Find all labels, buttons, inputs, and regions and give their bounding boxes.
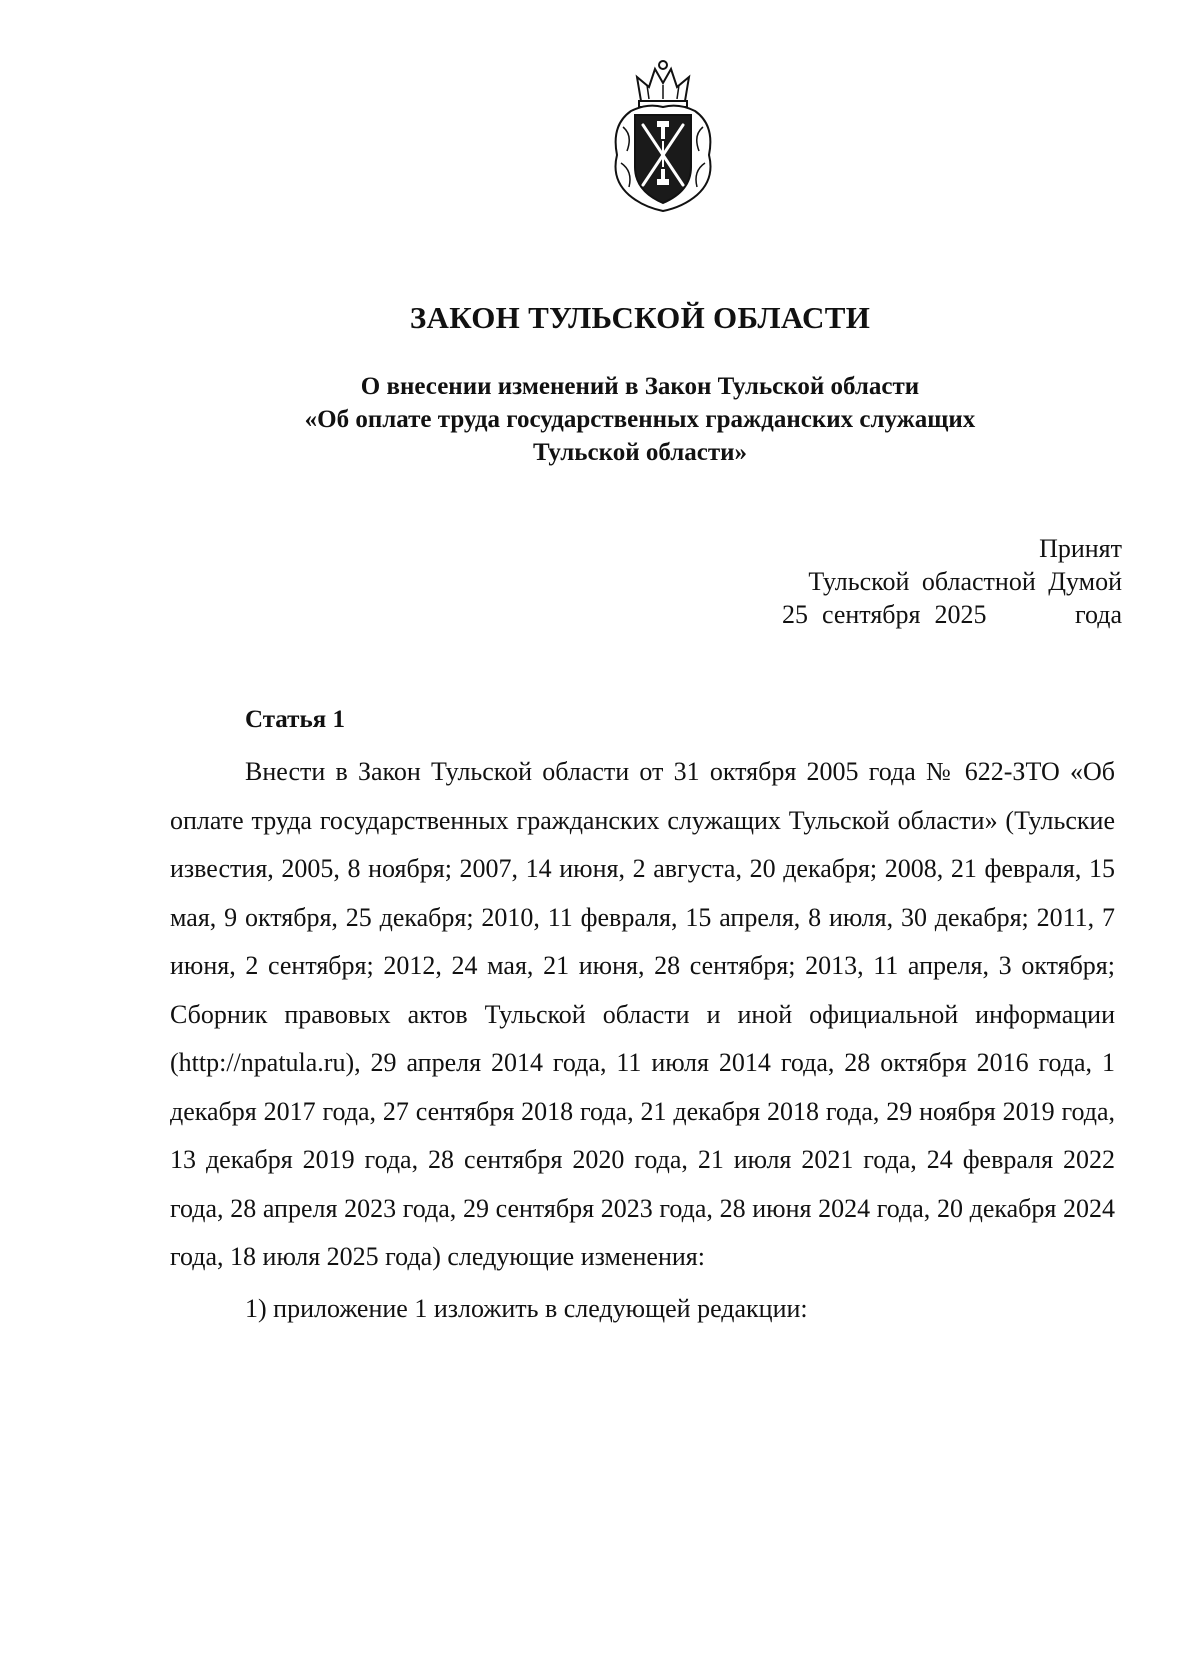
- adoption-block: [782, 532, 1122, 631]
- subtitle-line: О внесении изменений в Закон Тульской области: [360, 373, 920, 400]
- law-subtitle: [0, 370, 1200, 469]
- subtitle-line: «Об оплате труда государственных гражданских служащих: [304, 406, 976, 433]
- adopted-by: Тульской областной Думой: [808, 567, 1122, 596]
- article-item: 1) приложение 1 изложить в следующей редакции:: [245, 1293, 808, 1323]
- adopted-year-word: года: [1074, 600, 1122, 629]
- adopted-label: Принят: [1039, 534, 1122, 563]
- article-body: [170, 748, 1115, 1333]
- tula-coat-of-arms-icon: [603, 55, 723, 215]
- article-paragraph: Внести в Закон Тульской области от 31 октября 2005 года № 622-ЗТО «Об оплате труда государственных гражданских служащих Тульской области» (Тульские известия, 2005, 8 ноября; 2007, 14 июня, 2 августа, 20 декабря; 2008, 21 февраля, 15 мая, 9 октября, 25 декабря; 2010, 11 февраля, 15 апреля, 8 июля, 30 декабря; 2011, 7 июня, 2 сентября; 2012, 24 мая, 21 июня, 28 сентября; 2013, 11 апреля, 3 октября; Сборник правовых актов Тульской области и иной официальной информации (http://npatula.ru), 29 апреля 2014 года, 11 июля 2014 года, 28 октября 2016 года, 1 декабря 2017 года, 27 сентября 2018 года, 21 декабря 2018 года, 29 ноября 2019 года, 13 декабря 2019 года, 28 сентября 2020 года, 21 июля 2021 года, 24 февраля 2022 года, 28 апреля 2023 года, 29 сентября 2023 года, 28 июня 2024 года, 20 декабря 2024 года, 18 июля 2025 года) следующие изменения:: [170, 757, 1115, 1271]
- adopted-date: [782, 598, 1122, 631]
- adopted-day: 25: [782, 600, 808, 629]
- adopted-month: сентября: [822, 600, 921, 629]
- adopted-year: 2025: [934, 600, 987, 629]
- subtitle-line: Тульской области»: [532, 439, 748, 466]
- article-heading: Статья 1: [245, 706, 345, 733]
- law-title: ЗАКОН ТУЛЬСКОЙ ОБЛАСТИ: [409, 300, 871, 335]
